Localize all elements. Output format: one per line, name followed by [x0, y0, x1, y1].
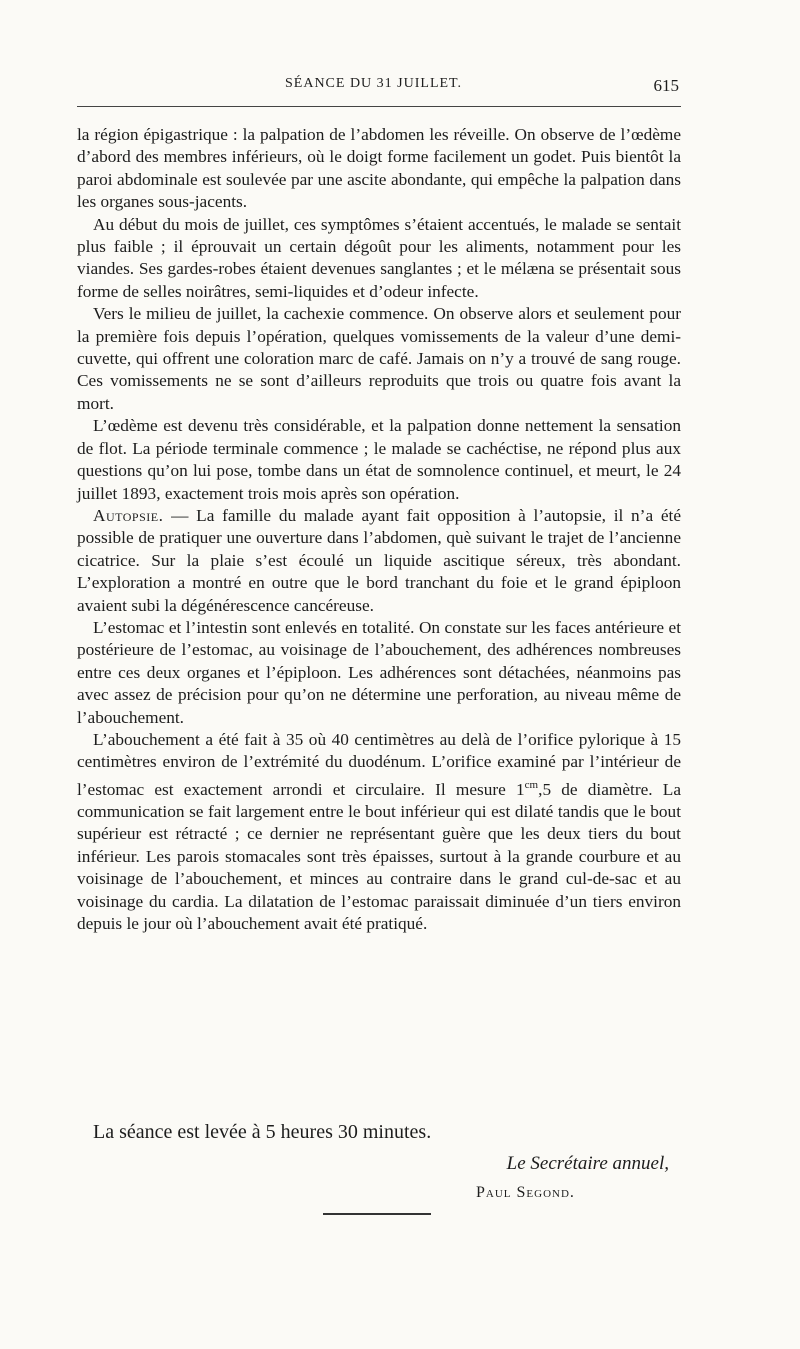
- autopsie-text: — La famille du malade ayant fait opposition à l’autopsie, il n’a été possible de pratiquer une ouverture dans l’abdomen, què suivant le trajet de l’ancienne cicatrice. Sur la plaie s’est écoulé un liquide ascitique séreux, très abondant. L’exploration a montré en outre que le bord tranchant du foie et le grand épiploon avaient subi la dégénérescence cancéreuse.: [77, 505, 681, 615]
- page-number: 615: [653, 76, 679, 95]
- signature-title: Le Secrétaire annuel,: [506, 1153, 669, 1174]
- header-title: SÉANCE DU 31 JUILLET.: [285, 76, 463, 91]
- paragraph: L’estomac et l’intestin sont enlevés en totalité. On constate sur les faces antérieure et postérieure de l’estomac, au voisinage de l’abouchement, des adhérences nombreuses entre ces deux organes et l’épiploon. Les adhérences sont détachées, néanmoins pas avec assez de précision pour qu’on ne détermine une perforation, au niveau même de l’abouchement.: [77, 617, 681, 727]
- paragraph: Vers le milieu de juillet, la cachexie commence. On observe alors et seulement pour la première fois depuis l’opération, quelques vomissements de la valeur d’une demi-cuvette, qui offrent une coloration marc de café. Jamais on n’y a trouvé de sang rouge. Ces vomissements ne se sont d’ailleurs reproduits que trois ou quatre fois avant la mort.: [77, 304, 681, 413]
- paragraph-part: L’abouchement a été fait à 35 où 40 centimètres au delà de l’orifice pylorique à 15 centimètres environ de l’extrémité du duodénum. L’orifice examiné par l’intérieur de l’estomac est exactement arrondi et circulaire. Il mesure 1: [77, 729, 681, 799]
- paragraph: [77, 729, 681, 935]
- autopsie-paragraph: [77, 505, 681, 617]
- paragraph: Au début du mois de juillet, ces symptômes s’étaient accentués, le malade se sentait plus faible ; il éprouvait un certain dégoût pour les aliments, notamment pour les viandes. Ses gardes-robes étaient devenues sanglantes ; et le mélæna se présentait sous forme de selles noirâtres, semi-liquides et d’odeur infecte.: [77, 214, 681, 301]
- unit-superscript: cm: [524, 778, 539, 791]
- end-rule: [323, 1213, 431, 1215]
- signature-name: Paul Segond.: [476, 1184, 575, 1201]
- autopsie-label: Autopsie.: [93, 505, 164, 525]
- paragraph: L’œdème est devenu très considérable, et la palpation donne nettement la sensation de flot. La période terminale commence ; le malade se cachéctise, ne répond plus aux questions qu’on lui pose, tombe dans un état de somnolence continuel, et meurt, le 24 juillet 1893, exactement trois mois après son opération.: [77, 416, 681, 503]
- running-header: [77, 76, 681, 100]
- paragraph-part: ,5 de diamètre. La communication se fait largement entre le bout inférieur qui est dilaté tandis que le bout supérieur est rétracté ; ce dernier ne représentant guère que les deux tiers du bout inférieur. Les parois stomacales sont très épaisses, surtout à la grande courbure et au voisinage de l’abouchement, et minces au contraire dans le grand cul-de-sac et au voisinage du cardia. La dilatation de l’estomac paraissait diminuée d’un tiers environ depuis le jour où l’abouchement avait été pratiqué.: [77, 779, 681, 933]
- header-rule: [77, 106, 681, 107]
- body-text: [77, 124, 681, 935]
- closing-line: La séance est levée à 5 heures 30 minutes.: [93, 1121, 432, 1143]
- paragraph: la région épigastrique : la palpation de l’abdomen les réveille. On observe de l’œdème d’abord des membres inférieurs, où le doigt forme facilement un godet. Puis bientôt la paroi abdominale est soulevée par une ascite abondante, qui empêche la palpation dans les organes sous-jacents.: [77, 125, 681, 212]
